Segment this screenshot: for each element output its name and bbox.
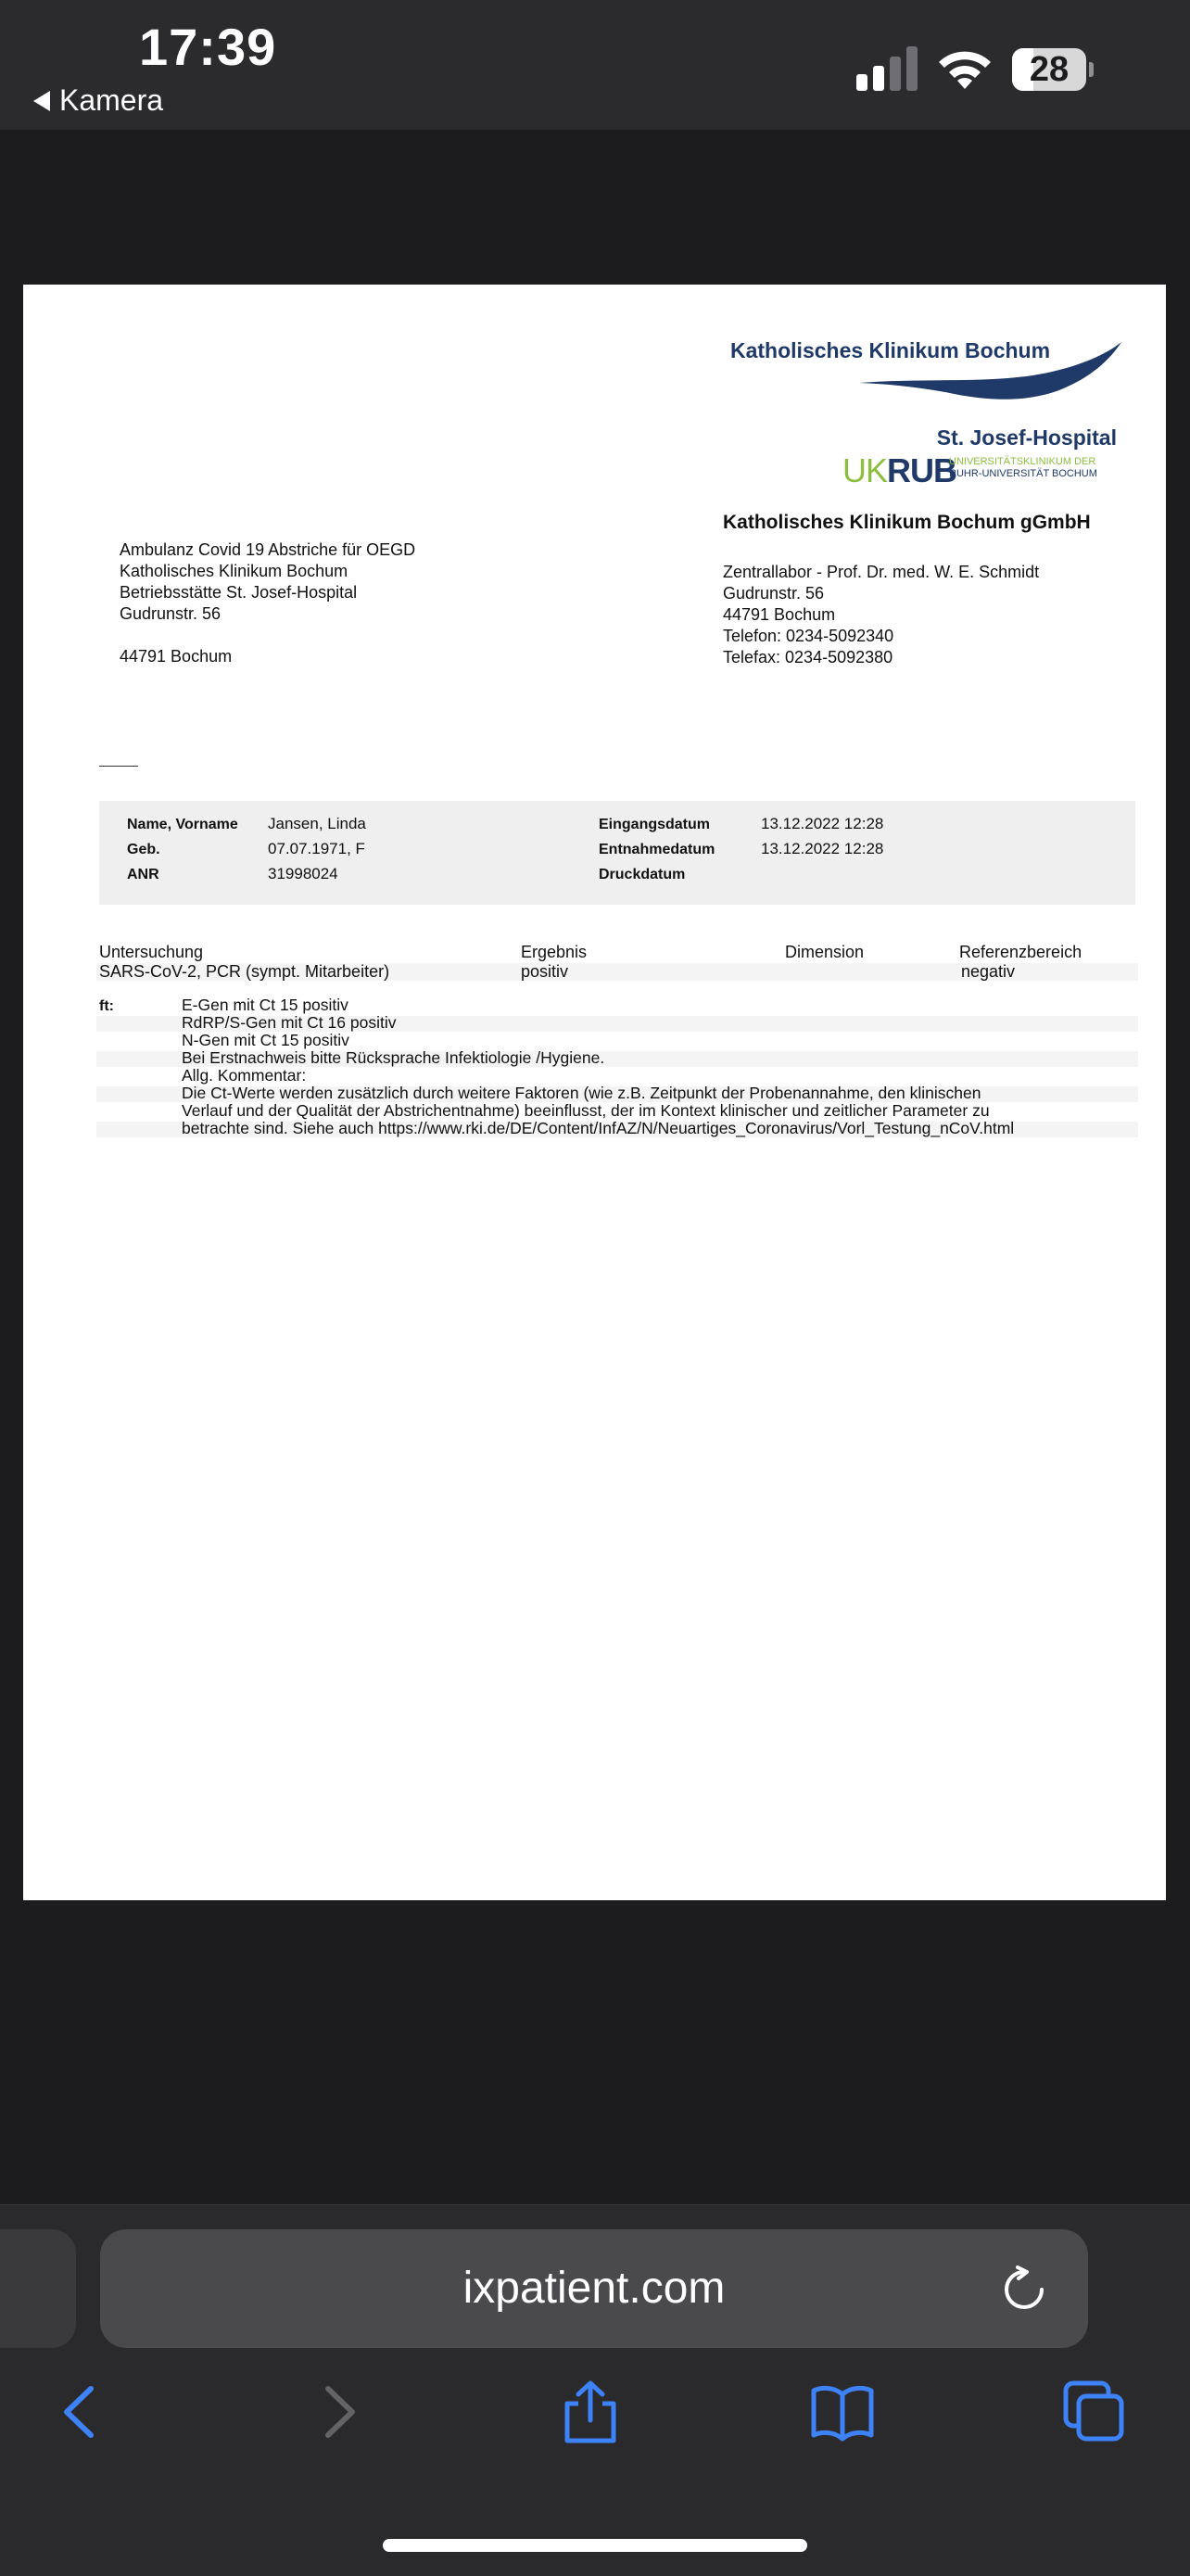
share-icon[interactable] [558, 2379, 623, 2444]
previous-tab-preview[interactable] [0, 2229, 76, 2348]
organisation-name: Katholisches Klinikum Bochum gGmbH [723, 512, 1091, 533]
patient-anr: 31998024 [268, 865, 338, 882]
reload-icon[interactable] [999, 2265, 1049, 2315]
print-date-label: Druckdatum [599, 867, 686, 882]
logo-ukrub: UKRUB [842, 451, 957, 489]
finding-line: Die Ct-Werte werden zusätzlich durch weitere Faktoren (wie z.B. Zeitpunkt der Probenannahme, den klinischen [182, 1084, 981, 1102]
back-to-app-link[interactable] [33, 83, 163, 118]
header-result: Ergebnis [521, 943, 588, 961]
bookmarks-icon[interactable] [810, 2379, 875, 2444]
logo-swoosh-icon [857, 340, 1126, 419]
tabs-icon[interactable] [1062, 2379, 1127, 2444]
status-time: 17:39 [139, 18, 277, 76]
received-date: 13.12.2022 12:28 [761, 815, 884, 832]
battery-indicator [1012, 48, 1094, 91]
finding-line: Bei Erstnachweis bitte Rücksprache Infektiologie /Hygiene. [182, 1048, 605, 1067]
divider [99, 766, 138, 767]
header-dimension: Dimension [785, 943, 865, 961]
back-triangle-icon [33, 91, 50, 111]
logo-university-text: UNIVERSITÄTSKLINIKUM DER RUHR-UNIVERSITÄT BOCHUM [949, 456, 1097, 479]
result-reference: negativ [961, 962, 1016, 981]
received-label: Eingangsdatum [599, 817, 711, 832]
finding-line: N-Gen mit Ct 15 positiv [182, 1031, 349, 1049]
home-indicator[interactable] [383, 2539, 807, 2552]
forward-icon[interactable] [306, 2379, 371, 2444]
back-app-label: Kamera [59, 83, 164, 117]
back-icon[interactable] [48, 2379, 113, 2444]
result-value: positiv [521, 962, 569, 981]
findings-label: ft: [99, 998, 114, 1014]
lab-report-document [23, 285, 1166, 1900]
patient-name: Jansen, Linda [268, 815, 366, 832]
status-bar [0, 0, 1190, 130]
header-reference: Referenzbereich [959, 943, 1082, 961]
finding-line: E-Gen mit Ct 15 positiv [182, 996, 348, 1014]
name-label: Name, Vorname [127, 817, 238, 832]
dob-label: Geb. [127, 842, 160, 857]
logo-hospital-name: St. Josef-Hospital [936, 425, 1117, 450]
finding-line: Allg. Kommentar: [182, 1066, 307, 1085]
finding-line: betrachte sind. Siehe auch https://www.rki.de/DE/Content/InfAZ/N/Neuartiges_Coronavirus/Vorl_Testung_nCoV.html [182, 1119, 1015, 1137]
recipient-address: Ambulanz Covid 19 Abstriche für OEGD Katholisches Klinikum Bochum Betriebsstätte St. Josef-Hospital Gudrunstr. 56 44791 Bochum [120, 540, 416, 666]
patient-dob: 07.07.1971, F [268, 840, 365, 857]
finding-line: RdRP/S-Gen mit Ct 16 positiv [182, 1013, 397, 1032]
address-bar[interactable] [100, 2229, 1088, 2348]
url-text[interactable]: ixpatient.com [462, 2264, 726, 2313]
patient-info-box [99, 801, 1135, 905]
result-test-name: SARS-CoV-2, PCR (sympt. Mitarbeiter) [99, 962, 390, 981]
sampled-label: Entnahmedatum [599, 842, 715, 857]
logo-title: Katholisches Klinikum Bochum [730, 338, 1051, 362]
wifi-icon [936, 48, 994, 91]
safari-bottom-bar [0, 2204, 1190, 2576]
header-test: Untersuchung [99, 943, 204, 961]
anr-label: ANR [127, 867, 159, 882]
cellular-signal-icon [856, 46, 919, 91]
sender-address: Zentrallabor - Prof. Dr. med. W. E. Schmidt Gudrunstr. 56 44791 Bochum Telefon: 0234-5092340 Telefax: 0234-5092380 [723, 563, 1040, 666]
sampled-date: 13.12.2022 12:28 [761, 840, 884, 857]
battery-level: 28 [1029, 50, 1070, 89]
finding-line: Verlauf und der Qualität der Abstrichentnahme) beeinflusst, der im Kontext klinischer und zeitlicher Parameter zu [182, 1101, 990, 1120]
